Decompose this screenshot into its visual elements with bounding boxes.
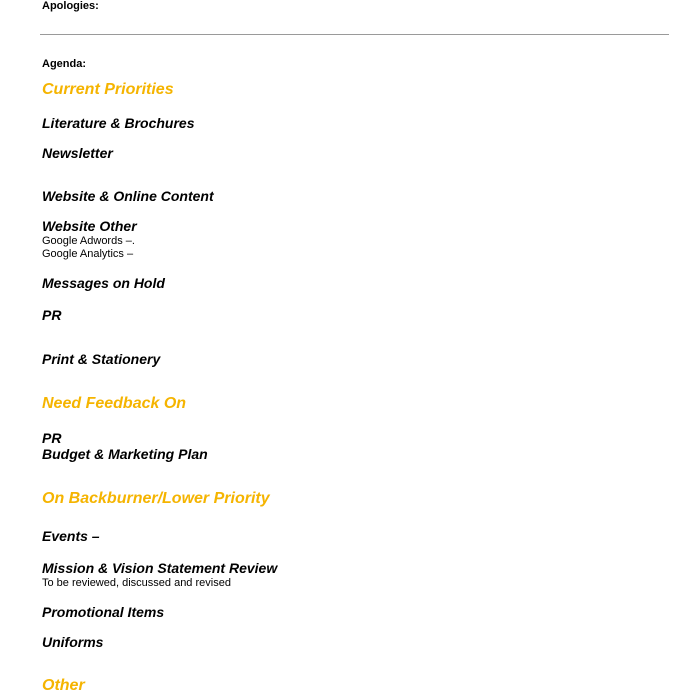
note-google-analytics: Google Analytics –: [42, 248, 134, 260]
note-google-adwords: Google Adwords –.: [42, 235, 135, 247]
section-title-current-priorities: Current Priorities: [42, 81, 174, 98]
section-title-need-feedback: Need Feedback On: [42, 395, 187, 412]
agenda-label: Agenda:: [42, 58, 86, 70]
item-budget-marketing-plan: Budget & Marketing Plan: [42, 446, 208, 462]
note-mission-review: To be reviewed, discussed and revised: [42, 577, 231, 589]
item-uniforms: Uniforms: [42, 634, 104, 650]
item-website-other: Website Other: [42, 218, 137, 234]
item-newsletter: Newsletter: [42, 145, 113, 161]
apologies-label: Apologies:: [42, 0, 99, 12]
item-literature-brochures: Literature & Brochures: [42, 115, 195, 131]
item-promotional-items: Promotional Items: [42, 604, 165, 620]
item-website-online-content: Website & Online Content: [42, 188, 214, 204]
item-events: Events –: [42, 528, 100, 544]
item-messages-on-hold: Messages on Hold: [42, 275, 165, 291]
section-title-backburner: On Backburner/Lower Priority: [42, 490, 270, 507]
section-title-other: Other: [42, 677, 85, 694]
item-feedback-pr: PR: [42, 430, 62, 446]
horizontal-rule: [40, 34, 669, 35]
item-pr: PR: [42, 307, 62, 323]
item-mission-vision-review: Mission & Vision Statement Review: [42, 560, 278, 576]
item-print-stationery: Print & Stationery: [42, 351, 161, 367]
